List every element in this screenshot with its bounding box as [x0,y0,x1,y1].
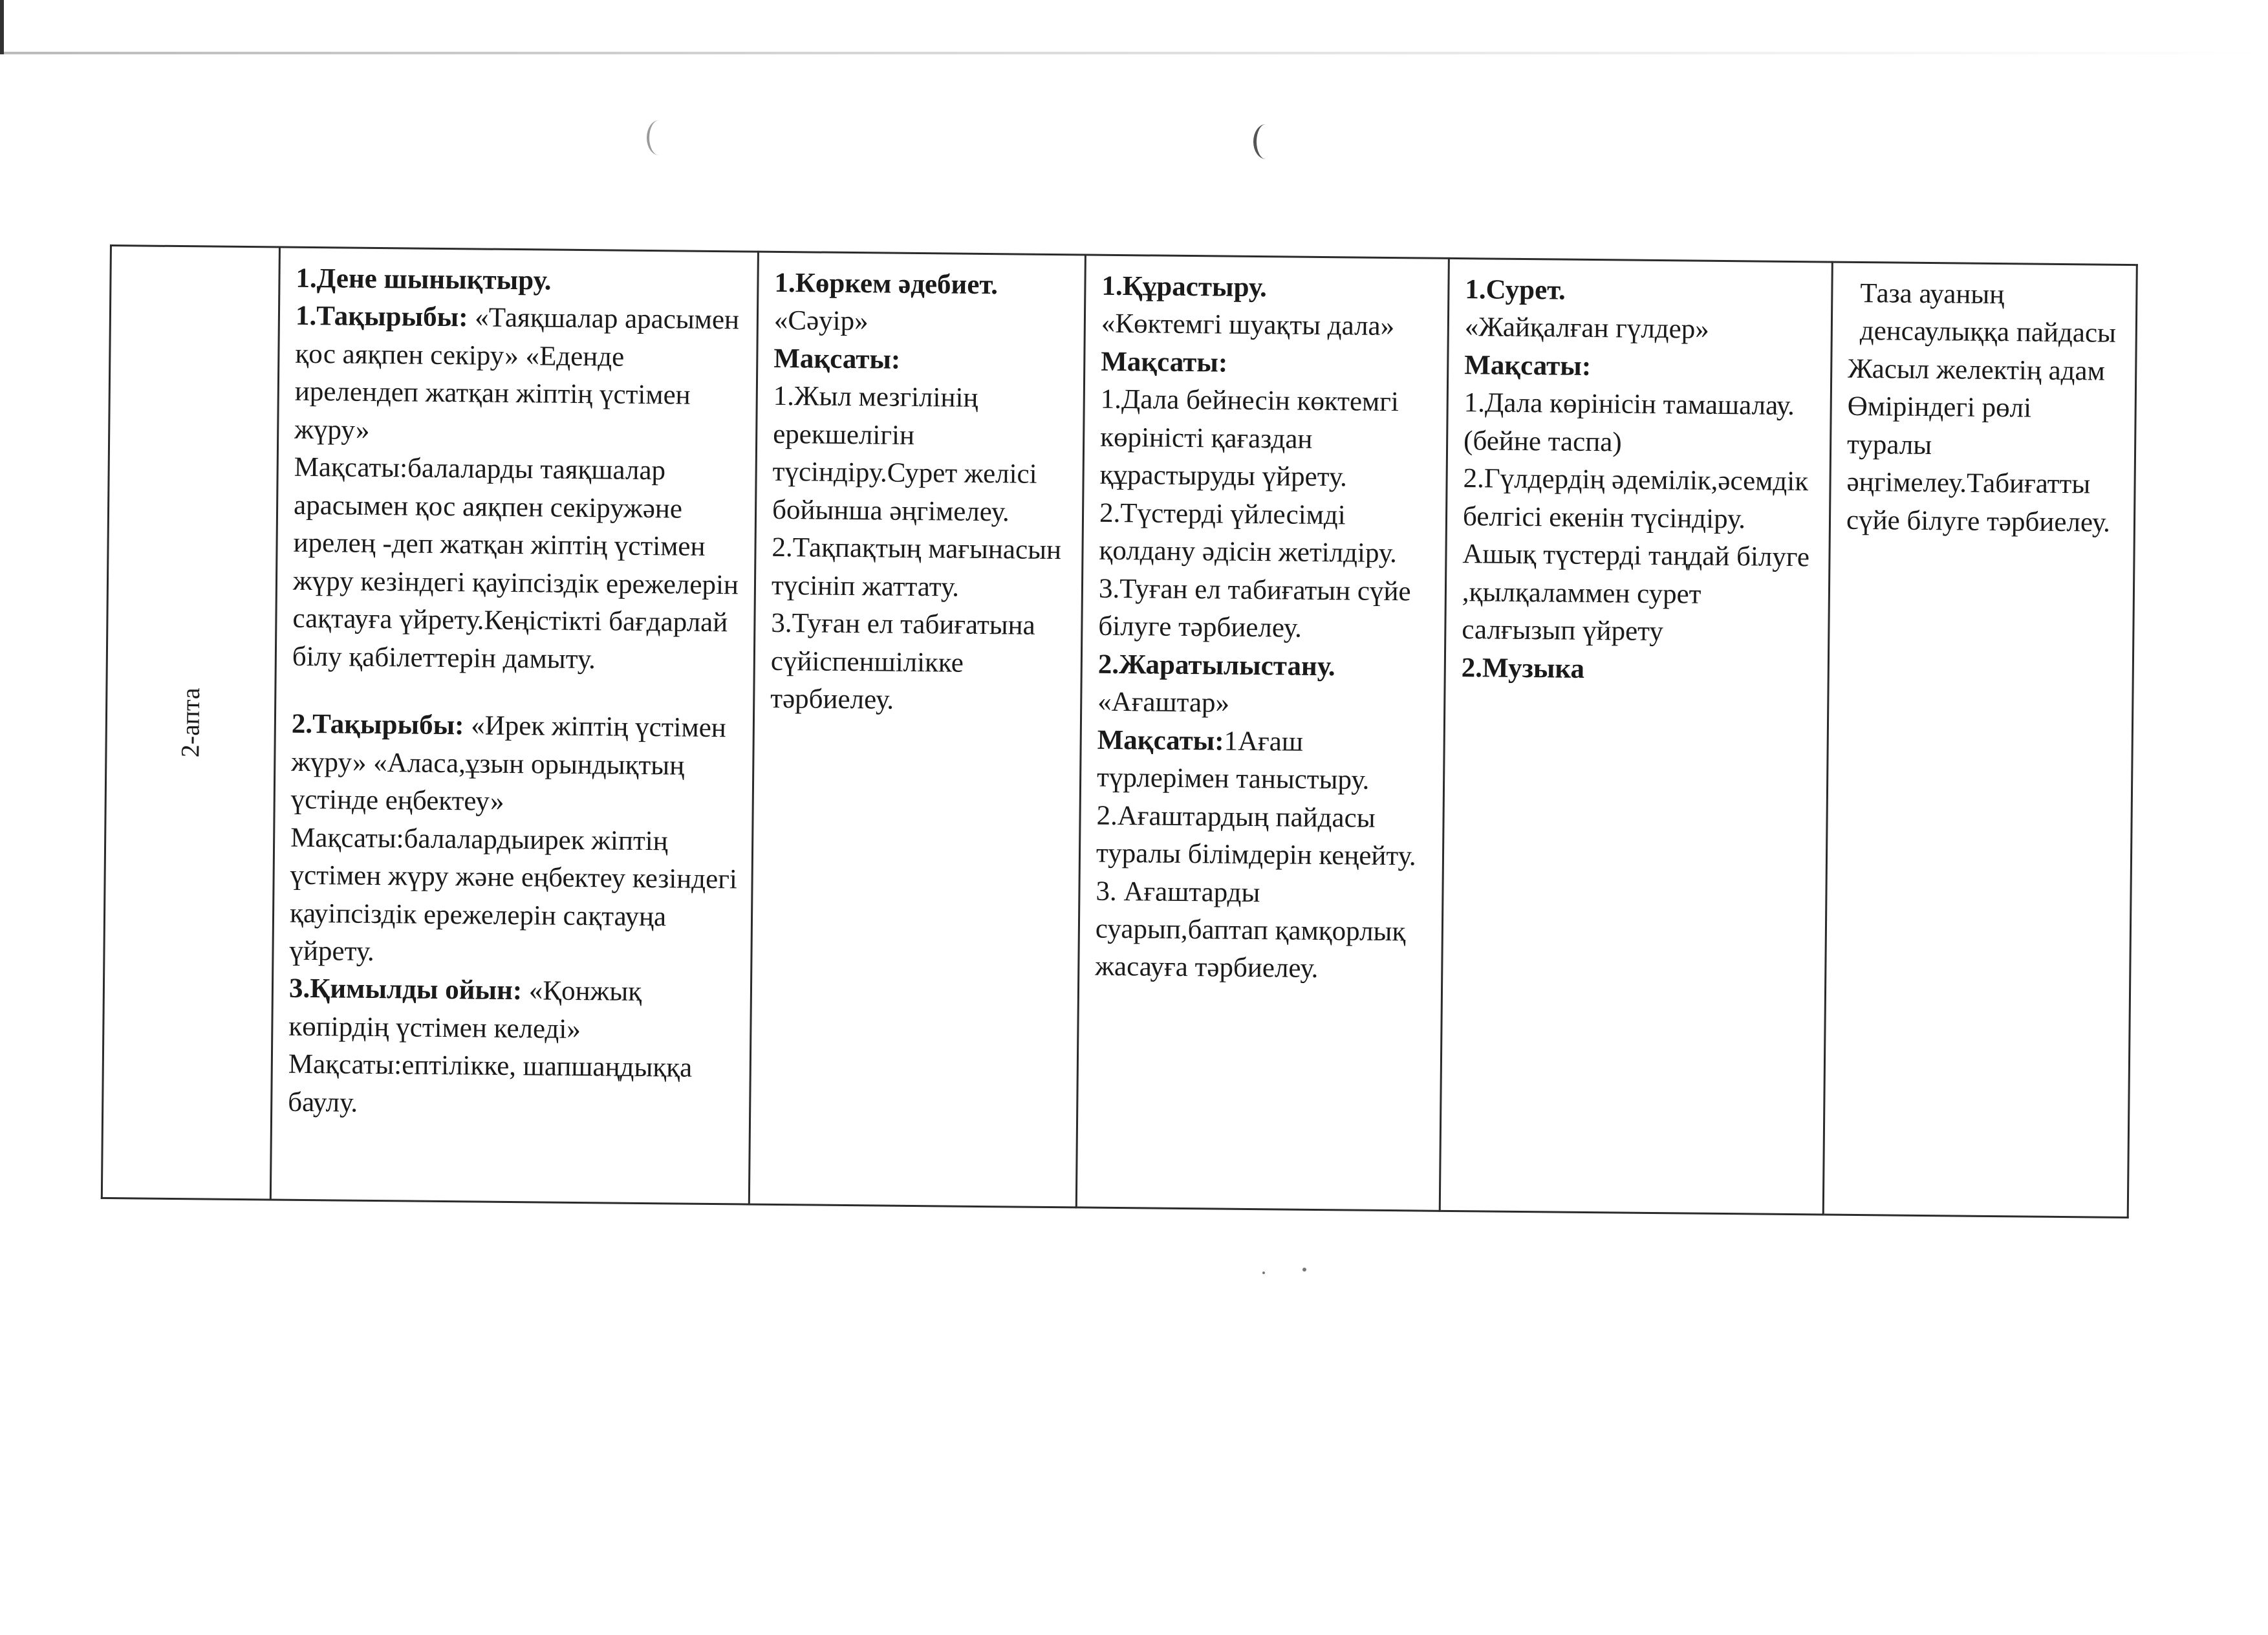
line: 3. Ағаштарды суарып,баптап қамқорлық жасауға тәрбиелеу. [1095,876,1406,984]
line: 2.Музыка [1461,652,1585,684]
physical-education-cell [270,247,758,1204]
punch-hole-mark [1253,124,1279,159]
line: 3.Туған ел табиғатына сүйіспеншілікке тәрбиелеу. [770,608,1035,715]
lesson-plan-table [101,244,2138,1218]
week-cell [102,246,279,1200]
construction-cell [1076,255,1449,1211]
line: 3.Қимылды ойын: «Қонжық көпірдің үстімен келеді» [288,973,642,1045]
line: 2.Тақырыбы: «Ирек жіптің үстімен жүру» «Аласа,ұзын орындықтың үстінде еңбектеу» [290,708,727,817]
line: 1.Көркем әдебиет. [774,267,999,301]
table-row [102,246,2137,1218]
spacer [292,676,740,710]
line: Мақсаты:1Ағаш түрлерімен таныстыру. [1096,724,1370,796]
line: Мақсаты:ептілікке, шапшаңдыққа баулу. [288,1049,693,1118]
line: 2.Гүлдердің әдемілік,әсемдік белгісі екенін түсіндіру. Ашық түстерді таңдай білуге ,қылқаламмен сурет салғызып үйрету [1462,463,1810,647]
scan-left-edge [0,0,4,54]
line: «Жайқалған гүлдер» [1464,312,1709,345]
line: «Сәуір» [773,305,869,337]
line: Мақсаты:балалардыирек жіптің үстімен жүру және еңбектеу кезіндегі қауіпсіздік ережелерін сақтауңа үйрету. [289,822,738,967]
line: Мақсаты:балаларды таяқшалар арасымен қос аяқпен секіружәне ирелең -деп жатқан жіптің үстімен жүру кезіндегі қауіпсіздік ережелерін сақтауға үйрету.Кеңістікті бағдарлай білу қабілеттерін дамыту. [292,452,739,675]
line: 2.Ағаштардың пайдасы туралы білімдерін кеңейту. [1096,800,1416,872]
line: 1.Сурет. [1465,274,1566,306]
line: «Ағаштар» [1097,686,1230,719]
line: Таза ауаның денсаулыққа пайдасы [1859,277,2117,349]
literature-cell [749,252,1085,1207]
punch-hole-mark [647,120,671,155]
line: 2.Жаратылыстану. [1097,649,1335,682]
scan-speck [1262,1272,1265,1274]
line: Мақсаты: [1464,350,1592,382]
scan-speck [1302,1268,1306,1272]
line: Жасыл желектің адам [1848,353,2106,387]
line: Мақсаты: [773,343,901,375]
line: 1.Дене шынықтыру. [296,263,552,296]
line: 1.Құрастыру. [1101,270,1268,303]
line: 1.Дала көрінісін тамашалау.(бейне таспа) [1463,387,1795,458]
line: Мақсаты: [1101,346,1228,378]
art-cell [1440,258,1832,1215]
line: 1.Жыл мезгілінің ерекшелігін түсіндіру.Сурет желісі бойынша әңгімелеу. [772,381,1037,528]
scan-top-edge [0,52,2268,54]
week-label: 2-апта [175,688,206,758]
line: 1.Тақырыбы: «Таяқшалар арасымен қос аяқпен секіру» «Еденде ирелендеп жатқан жіптің үстімен жүру» [294,301,740,446]
line: 2.Тақпақтың мағынасын түсініп жаттату. [771,532,1062,603]
line: 3.Туған ел табиғатын сүйе білуге тәрбиелеу. [1098,573,1411,644]
line: «Көктемгі шуақты дала» [1101,309,1395,342]
health-talk-cell [1823,262,2137,1217]
line: Өміріндегі рөлі туралы әңгімелеу.Табиғатты сүйе білуге тәрбиелеу. [1846,391,2111,538]
line: 1.Дала бейнесін көктемгі көріністі қағаздан құрастыруды үйрету. 2.Түстерді үйлесімді қолдану әдісін жетілдіру. [1099,384,1399,569]
